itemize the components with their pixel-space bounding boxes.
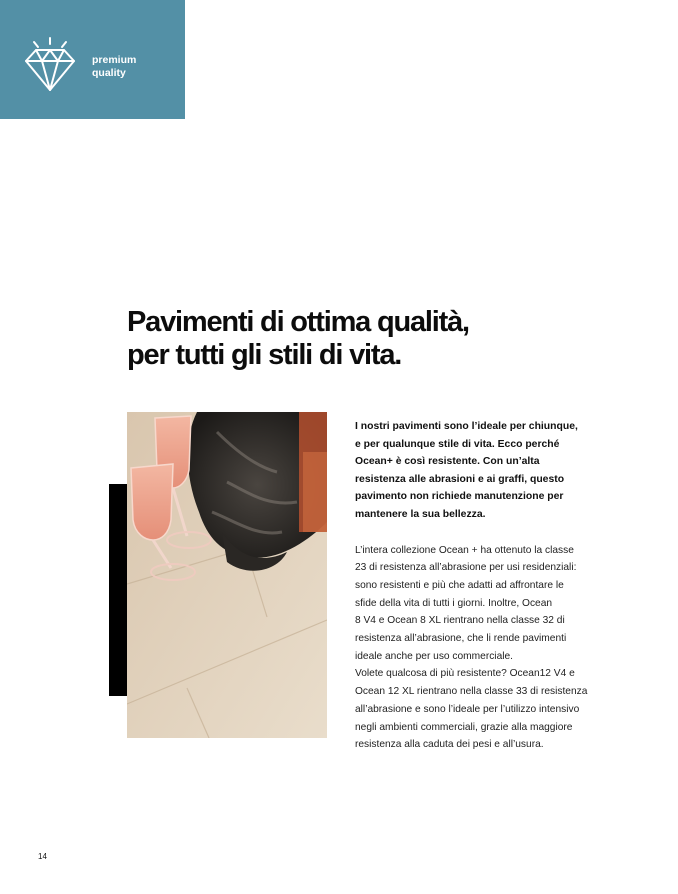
lifestyle-photo	[127, 412, 327, 738]
page-headline	[127, 306, 469, 372]
lead-paragraph	[355, 418, 595, 524]
body-line: sono resistenti e più che adatti ad affrontare le	[355, 579, 564, 591]
photo-champagne-glasses-blanket-floor	[127, 412, 327, 738]
body-line: Volete qualcosa di più resistente? Ocean12 V4 e	[355, 668, 575, 680]
body-line: L’intera collezione Ocean + ha ottenuto la classe	[355, 544, 574, 556]
lead-line: e per qualunque stile di vita. Ecco perché	[355, 438, 560, 450]
lead-line: Ocean+ è così resistente. Con un’alta	[355, 456, 540, 468]
body-line: 8 V4 e Ocean 8 XL rientrano nella classe 32 di	[355, 615, 565, 627]
accent-bar	[109, 484, 127, 696]
body-paragraph	[355, 542, 595, 754]
body-line: negli ambienti commerciali, grazie alla maggiore	[355, 721, 573, 733]
body-line: Ocean 12 XL rientrano nella classe 33 di resistenza	[355, 686, 588, 698]
body-line: resistenza alla caduta dei pesi e all’usura.	[355, 739, 544, 751]
badge-label-line2: quality	[92, 67, 126, 79]
lead-line: pavimento non richiede manutenzione per	[355, 491, 564, 503]
headline-line1: Pavimenti di ottima qualità,	[127, 306, 469, 338]
lead-line: mantenere la sua bellezza.	[355, 508, 486, 520]
body-line: ideale anche per uso commerciale.	[355, 650, 513, 662]
lead-line: I nostri pavimenti sono l’ideale per chiunque,	[355, 421, 578, 432]
badge-label-line1: premium	[92, 54, 137, 66]
page-number: 14	[38, 852, 47, 861]
article-text	[355, 418, 595, 754]
lead-line: resistenza alle abrasioni e ai graffi, questo	[355, 473, 565, 485]
body-line: all’abrasione e sono l’ideale per l’utilizzo intensivo	[355, 703, 580, 715]
diamond-icon	[24, 36, 76, 92]
premium-quality-badge	[0, 0, 185, 119]
body-line: resistenza all’abrasione, che li rende pavimenti	[355, 633, 567, 645]
body-line: sfide della vita di tutti i giorni. Inoltre, Ocean	[355, 597, 553, 609]
badge-label	[92, 54, 136, 80]
body-line: 23 di resistenza all’abrasione per usi residenziali:	[355, 562, 577, 574]
headline-line2: per tutti gli stili di vita.	[127, 339, 402, 371]
